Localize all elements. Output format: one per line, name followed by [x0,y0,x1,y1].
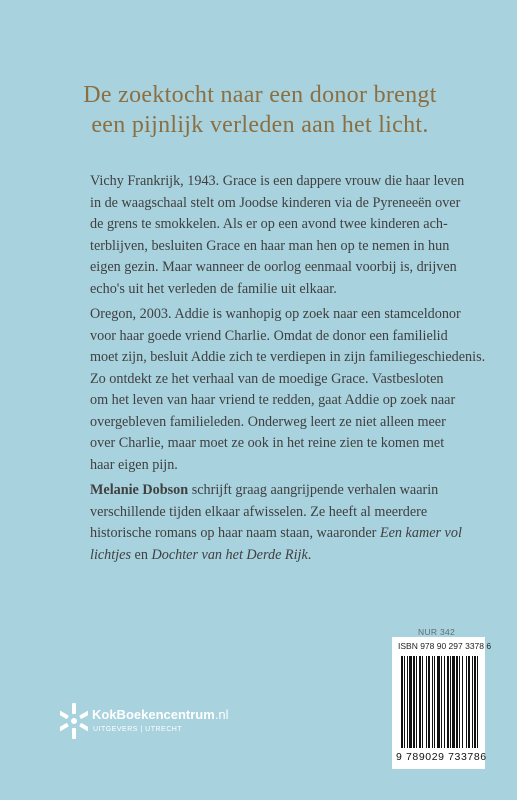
author-bio-text: historische romans op haar naam staan, waaronder [90,525,380,541]
barcode-bar [466,656,467,748]
book-title-1-continued: lichtjes [90,546,131,563]
publisher-subtitle: UITGEVERS | UTRECHT [93,726,183,733]
blurb-line: moet zijn, besluit Addie zich te verdiepen in zijn familiegeschiedenis. [90,349,486,365]
book-title-2: Dochter van het Derde Rijk [151,546,308,563]
publisher-logo [60,703,260,743]
publisher-name-main: KokBoekencentrum [92,707,215,722]
author-bio [90,480,470,566]
barcode-bar [462,656,463,748]
barcode-bar [419,656,421,748]
barcode-bar [447,656,449,748]
barcode-bar [409,656,412,748]
blurb-line: haar eigen pijn. [90,456,178,473]
blurb-line: echo's uit het verleden de familie uit elkaar. [90,280,337,297]
barcode-bar [428,656,430,748]
blurb-line: eigen gezin. Maar wanneer de oorlog eenmaal voorbij is, drijven [90,259,457,275]
blurb-line: overgebleven familieleden. Onderweg leert ze niet alleen meer [90,413,446,430]
isbn-label: ISBN 978 90 297 3378 6 [398,641,492,651]
author-name: Melanie Dobson [90,482,189,498]
barcode-bar [434,656,435,748]
barcode-bar [426,656,427,748]
barcode-bar [437,656,440,748]
barcode-bar [416,656,417,748]
blurb-line: Zo ontdekt ze het verhaal van de moedige Grace. Vastbesloten [90,370,444,387]
blurb-paragraph-2 [90,304,486,476]
barcode-bar [401,656,403,748]
ean-barcode [401,656,481,748]
barcode-bar [413,656,415,748]
publisher-name [92,707,229,722]
blurb-line: Oregon, 2003. Addie is wanhopig op zoek naar een stamceldonor [90,306,461,322]
tagline-line-2: een pijnlijk verleden aan het licht. [91,112,429,138]
tagline [40,80,480,140]
barcode-bar [441,656,442,748]
author-bio-line-4 [90,545,470,567]
blurb-line: over Charlie, maar moet ze ook in het reine zien te komen met [90,435,445,451]
author-bio-line-3 [90,523,470,545]
publisher-star-icon [60,703,88,739]
author-bio-connector: en [130,546,152,563]
barcode-bar [432,656,433,748]
tagline-line-1: De zoektocht naar een donor brengt [83,82,437,108]
author-bio-line-2: verschillende tijden elkaar afwisselen. Ze heeft al meerdere [90,503,428,520]
blurb-line: in de waagschaal stelt om Joodse kinderen via de Pyreneeën over [90,194,461,211]
barcode-bar [452,656,455,748]
barcode-bar [407,656,408,748]
barcode-bar [404,656,405,748]
barcode-bar [474,656,476,748]
barcode-bar [444,656,445,748]
barcode-bar [422,656,423,748]
blurb-line: de grens te smokkelen. Als er op een avond twee kinderen ach- [90,216,448,232]
book-title-1: Een kamer vol [379,525,462,541]
author-bio-end: . [307,546,312,563]
author-bio-text: schrijft graag aangrijpende verhalen waarin [188,482,439,498]
blurb-line: om het leven van haar vriend te redden, gaat Addie op zoek naar [90,392,456,408]
barcode-bar [477,656,478,748]
barcode-bar [468,656,470,748]
blurb-paragraph-1 [90,171,470,300]
barcode-bar [459,656,460,748]
blurb-line: terblijven, besluiten Grace en haar man hen op te nemen in hun [90,237,450,254]
barcode-bar [450,656,451,748]
barcode-bar [456,656,458,748]
author-bio-line-1 [90,480,470,502]
blurb-line: Vichy Frankrijk, 1943. Grace is een dappere vrouw die haar leven [90,173,465,189]
barcode-bar [472,656,473,748]
publisher-name-suffix: .nl [214,707,229,722]
barcode-digits: 9 789029 733786 [396,751,487,763]
blurb-line: voor haar goede vriend Charlie. Omdat de donor een familielid [90,327,448,344]
nur-code: NUR 342 [418,627,456,637]
